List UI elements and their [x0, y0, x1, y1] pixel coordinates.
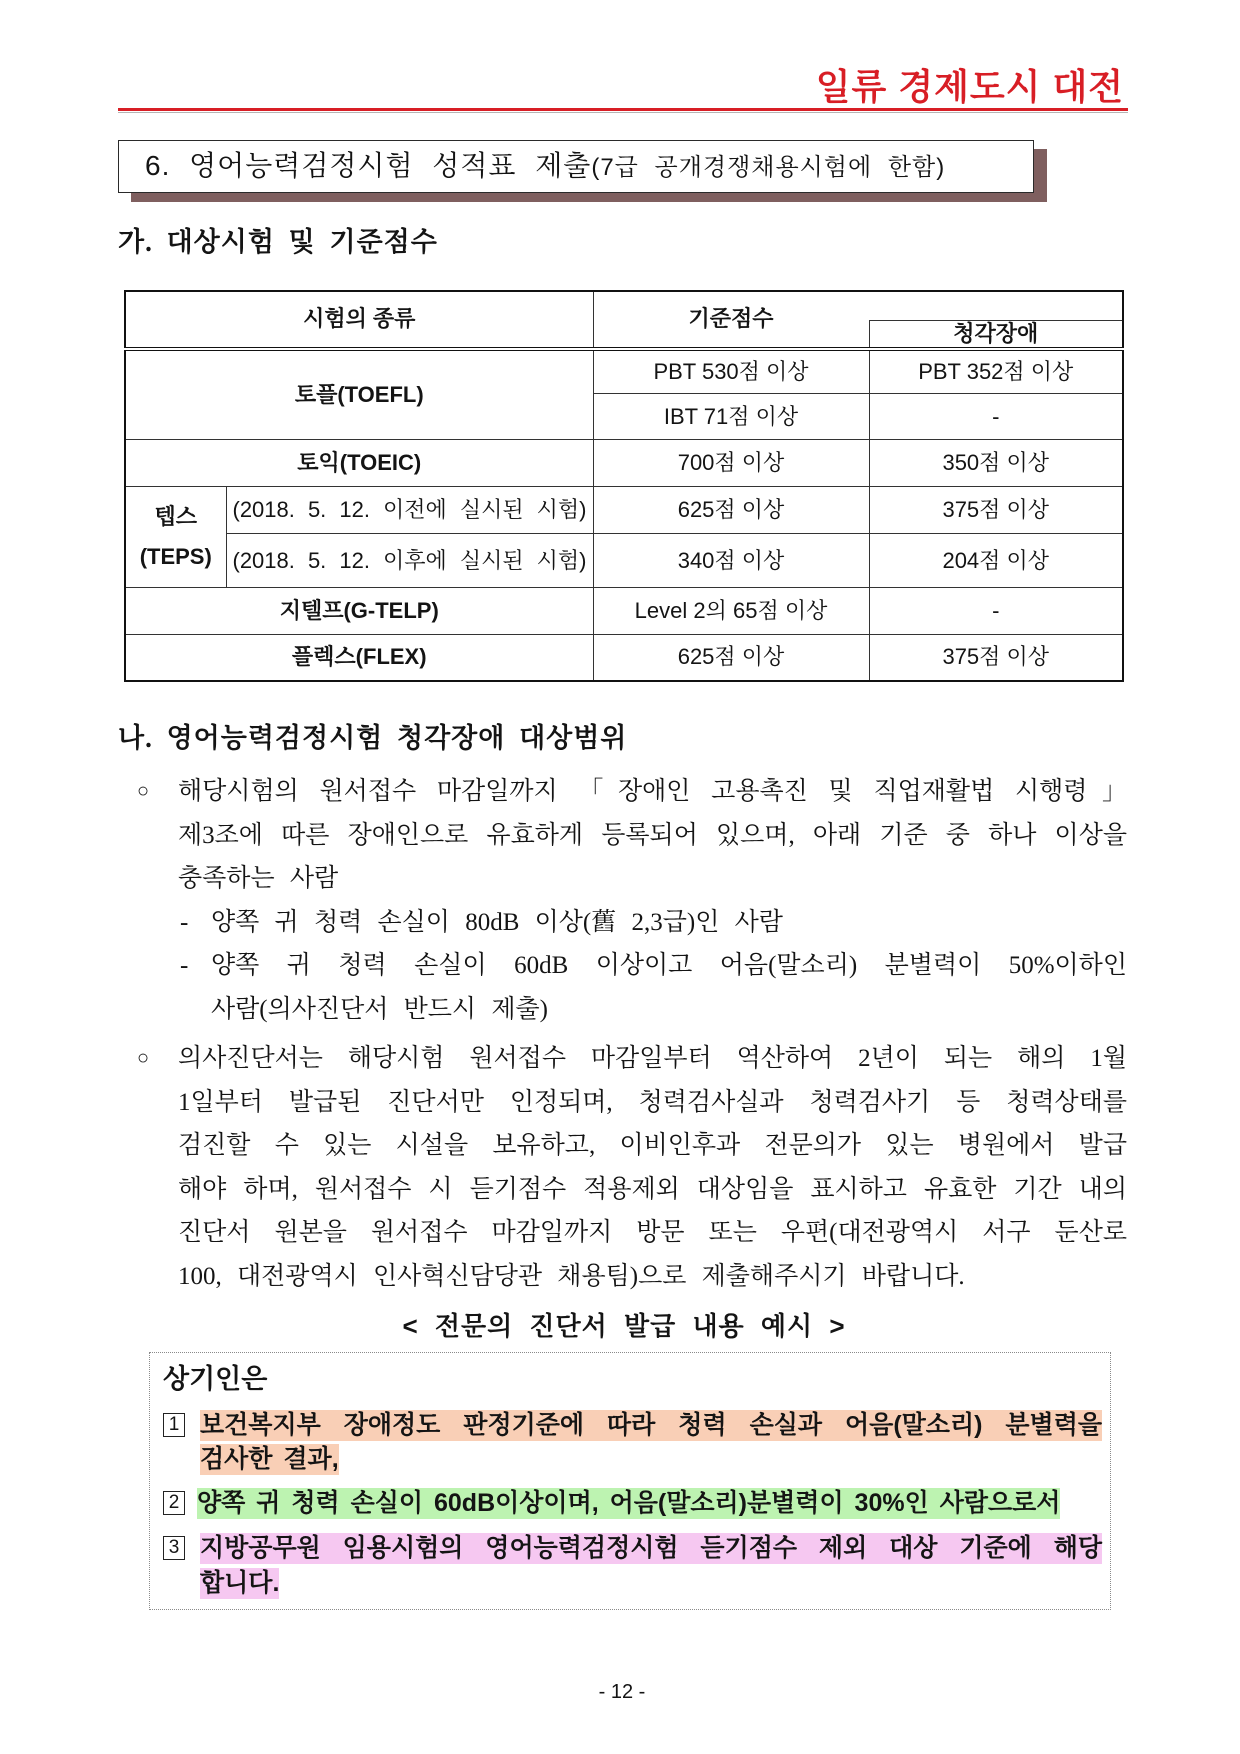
header-hearing-impaired: 청각장애 [869, 320, 1123, 349]
paragraph-line: 진단서 원본을 원서접수 마감일까지 방문 또는 우편(대전광역시 서구 둔산로 [178, 1219, 1127, 1246]
dash-marker: - [180, 908, 189, 936]
paragraph-line: 검진할 수 있는 시설을 보유하고, 이비인후과 전문의가 있는 병원에서 발급 [178, 1132, 1127, 1159]
cell-toeic-hearing: 350점 이상 [869, 440, 1123, 487]
cell-teps-before-hearing: 375점 이상 [869, 487, 1123, 534]
header-blank [869, 291, 1123, 320]
cell-teps-period-before: (2018. 5. 12. 이전에 실시된 시험) [226, 487, 593, 534]
paragraph-line: 제3조에 따른 장애인으로 유효하게 등록되어 있으며, 아래 기준 중 하나 이상을 [178, 821, 1127, 849]
row-label-teps [125, 487, 226, 588]
example-title: < 전문의 진단서 발급 내용 예시 > [402, 1311, 846, 1341]
brand-slogan: 일류 경제도시 대전 [815, 66, 1124, 107]
row-label-toefl: 토플(TOEFL) [125, 349, 593, 440]
paragraph-line: 100, 대전광역시 인사혁신담당관 채용팀)으로 제출해주시기 바랍니다. [178, 1262, 965, 1290]
example-item-line: 합니다. [200, 1569, 280, 1597]
cell-toefl-pbt-hearing: PBT 352점 이상 [869, 349, 1123, 394]
teps-label-en: (TEPS) [139, 544, 212, 569]
example-item-line-wrap [200, 1444, 339, 1475]
cell-toefl-pbt-base: PBT 530점 이상 [593, 349, 869, 394]
example-item-line-wrap [200, 1568, 279, 1599]
criterion-line: 양쪽 귀 청력 손실이 80dB 이상(舊 2,3급)인 사람 [211, 908, 783, 936]
item-number-box: 1 [163, 1413, 185, 1437]
criterion-line: 양쪽 귀 청력 손실이 60dB 이상이고 어음(말소리) 분별력이 50%이하인 [211, 952, 1127, 979]
example-item-line: 지방공무원 임용시험의 영어능력검정시험 듣기점수 제외 대상 기준에 해당 [200, 1534, 1102, 1562]
bullet-icon: ○ [137, 780, 150, 802]
example-item-line: 보건복지부 장애정도 판정기준에 따라 청력 손실과 어음(말소리) 분별력을 [200, 1411, 1102, 1439]
bullet-icon: ○ [137, 1047, 150, 1069]
cell-toefl-ibt-base: IBT 71점 이상 [593, 394, 869, 440]
paragraph-line: 충족하는 사람 [178, 865, 339, 892]
example-item-line-wrap [197, 1488, 1060, 1519]
paragraph-line: 해당시험의 원서접수 마감일까지 「장애인 고용촉진 및 직업재활법 시행령」 [178, 778, 1127, 805]
score-table [124, 290, 1124, 682]
row-label-toeic: 토익(TOEIC) [125, 440, 593, 487]
part-b-heading: 나. 영어능력검정시험 청각장애 대상범위 [118, 723, 628, 753]
item-number-box: 3 [163, 1536, 185, 1560]
paragraph-line: 의사진단서는 해당시험 원서접수 마감일부터 역산하여 2년이 되는 해의 1월 [178, 1045, 1127, 1072]
section-title-note: (7급 공개경쟁채용시험에 한함) [591, 154, 946, 181]
cell-teps-before-base: 625점 이상 [593, 487, 869, 534]
page-number: - 12 - [598, 1681, 646, 1703]
cell-teps-after-base: 340점 이상 [593, 534, 869, 588]
example-intro: 상기인은 [163, 1364, 268, 1394]
example-box [149, 1352, 1111, 1610]
section-title: 6. 영어능력검정시험 성적표 제출 [145, 150, 592, 181]
teps-label-ko: 텝스 [154, 504, 197, 529]
cell-gtelp-hearing: - [869, 588, 1123, 635]
cell-teps-after-hearing: 204점 이상 [869, 534, 1123, 588]
row-label-gtelp: 지텔프(G-TELP) [125, 588, 593, 635]
paragraph-line: 해야 하며, 원서접수 시 듣기점수 적용제외 대상임을 표시하고 유효한 기간 내의 [178, 1175, 1127, 1203]
criterion-line: 사람(의사진단서 반드시 제출) [211, 995, 548, 1023]
dash-marker: - [180, 952, 189, 979]
part-a-heading: 가. 대상시험 및 기준점수 [118, 227, 438, 257]
header-exam-type: 시험의 종류 [125, 291, 593, 349]
header-base-score: 기준점수 [593, 291, 869, 349]
cell-flex-base: 625점 이상 [593, 635, 869, 681]
cell-toefl-ibt-hearing: - [869, 394, 1123, 440]
cell-flex-hearing: 375점 이상 [869, 635, 1123, 681]
header-rule [118, 108, 1128, 111]
cell-teps-period-after: (2018. 5. 12. 이후에 실시된 시험) [226, 534, 593, 588]
paragraph-line: 1일부터 발급된 진단서만 인정되며, 청력검사실과 청력검사기 등 청력상태를 [178, 1088, 1127, 1116]
row-label-flex: 플렉스(FLEX) [125, 635, 593, 681]
item-number-box: 2 [163, 1491, 185, 1515]
cell-gtelp-base: Level 2의 65점 이상 [593, 588, 869, 635]
header-rule-thin [118, 112, 1128, 113]
cell-toeic-base: 700점 이상 [593, 440, 869, 487]
section-title-box [118, 140, 1034, 193]
example-item-line: 양쪽 귀 청력 손실이 60dB이상이며, 어음(말소리)분별력이 30%인 사람으로서 [197, 1489, 1061, 1517]
example-item-line: 검사한 결과, [200, 1445, 339, 1473]
